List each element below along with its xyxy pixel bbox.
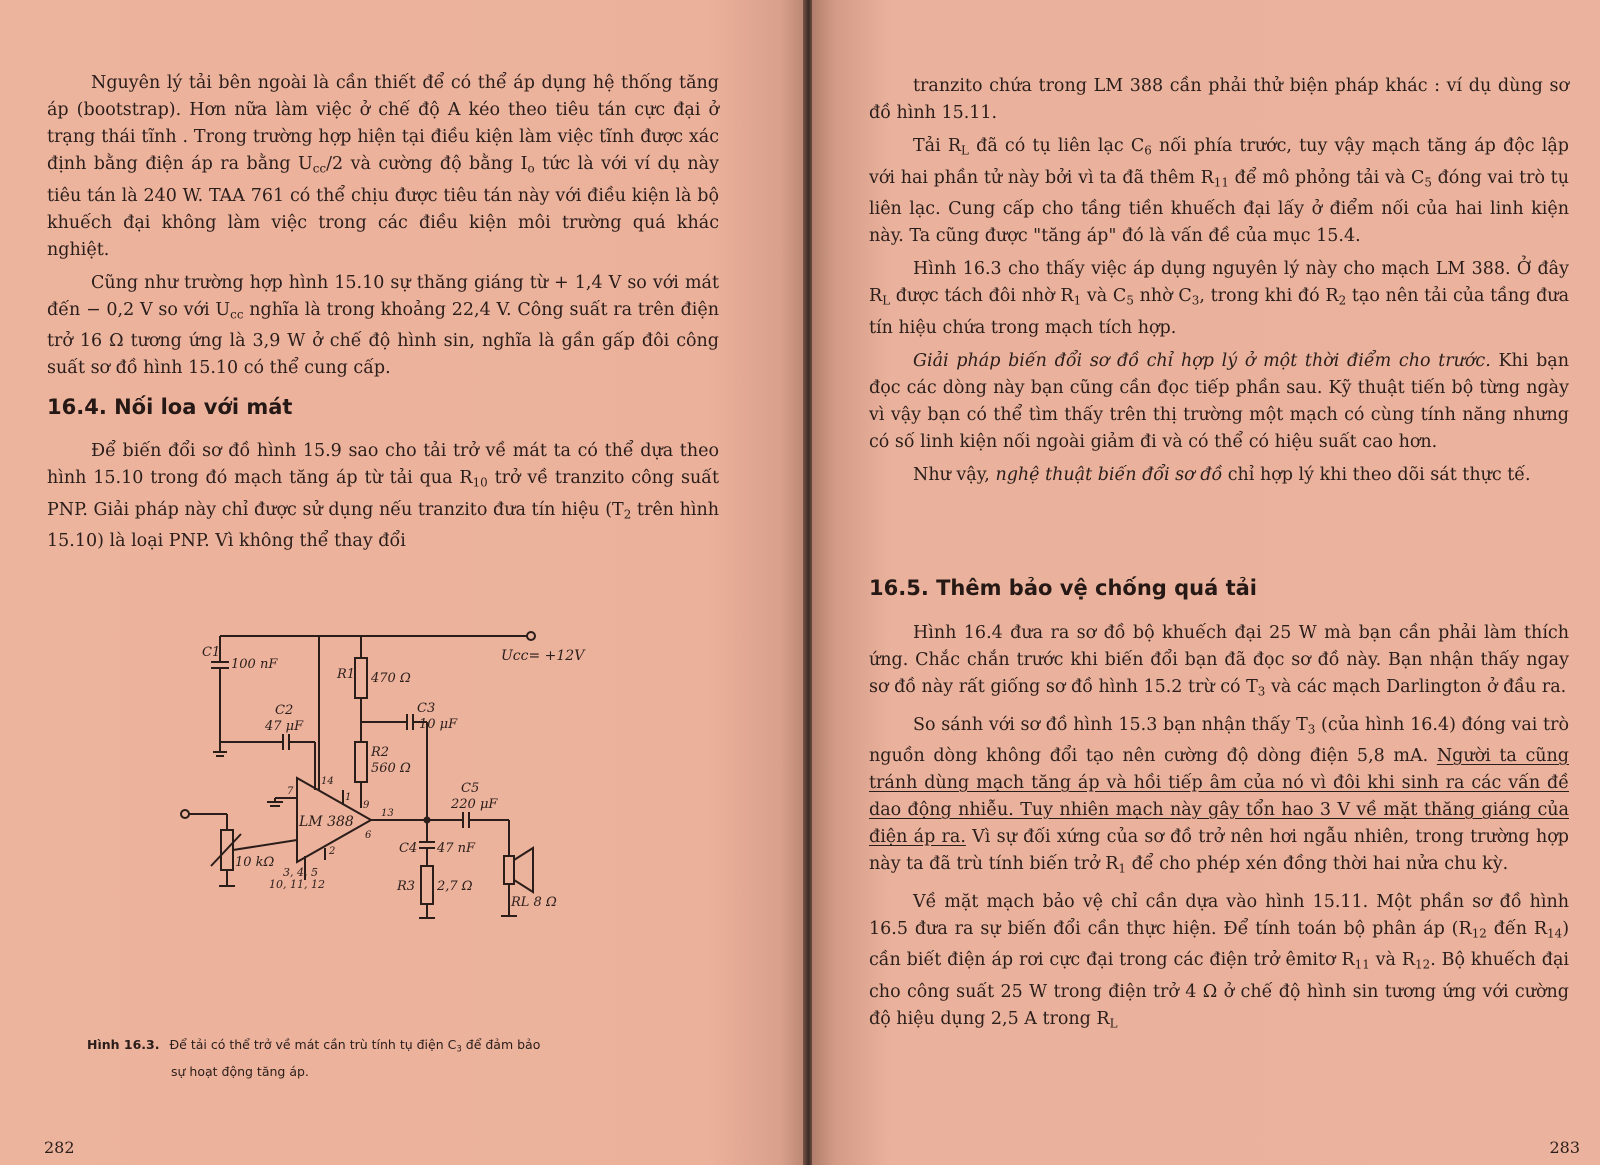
section-heading-16-5: 16.5. Thêm bảo vệ chống quá tải: [869, 576, 1257, 600]
c2-label: C2: [275, 703, 294, 718]
gnd-pins-1: 3, 4, 5: [283, 866, 318, 879]
pin-7: 7: [287, 786, 294, 797]
pin-13: 13: [381, 808, 394, 819]
c3-value: 10 μF: [419, 717, 458, 732]
c5-label: C5: [461, 781, 480, 796]
left-top-text: [47, 70, 719, 388]
page-number-right: 283: [1549, 1138, 1580, 1157]
right-bottom-paragraph-1: Hình 16.4 đưa ra sơ đồ bộ khuếch đại 25 W mà bạn cần phải làm thích ứng. Chắc chắn trước khi biến đổi bạn đã đọc sơ đồ này. Bạn nhận thấy ngay sơ đồ này rất giống sơ đồ hình 15.2 trừ có $T_3$ và các mạch Darlington ở đầu ra.: [869, 623, 1569, 699]
left-bottom-paragraph-1: Để biến đổi sơ đồ hình 15.9 sao cho tải trở về mát ta có thể dựa theo hình 15.10 trong đó mạch tăng áp từ tải qua $R_{10}$ trở về tranzito công suất PNP. Giải pháp này chỉ được sử dụng nếu tranzito đưa tín hiệu ($T_2$ trên hình 15.10) là loại PNP. Vì không thể thay đổi: [47, 441, 720, 552]
c2-value: 47 μF: [265, 719, 304, 734]
pin-14: 14: [321, 776, 334, 787]
c1-label: C1: [202, 645, 221, 660]
c4-value: 47 nF: [437, 841, 476, 856]
pot-value: 10 kΩ: [235, 855, 275, 870]
supply-label: Ucc= +12V: [501, 648, 585, 664]
c3-label: C3: [417, 701, 436, 716]
r1-label: R1: [337, 667, 356, 682]
r3-label: R3: [397, 879, 416, 894]
r3-value: 2,7 Ω: [437, 879, 473, 894]
right-top-paragraph-3: Hình 16.3 cho thấy việc áp dụng nguyên lý này cho mạch LM 388. Ở đây $R_L$ được tách đôi nhờ $R_1$ và $C_5$ nhờ $C_3$, trong khi đó $R_2$ tạo nên tải của tầng đưa tín hiệu chứa trong mạch tích hợp.: [869, 259, 1570, 338]
rl-label: RL 8 Ω: [511, 895, 557, 910]
caption-label: Hình 16.3.: [87, 1037, 160, 1052]
figure-caption: [87, 1034, 687, 1083]
right-bottom-paragraph-2: So sánh với sơ đồ hình 15.3 bạn nhận thấy $T_3$ (của hình 16.4) đóng vai trò nguồn dòng không đổi tạo nên cường độ dòng điện 5,8 mA. Người ta cũng tránh dùng mạch tăng áp và hồi tiếp âm của nó vì đôi khi sinh ra các vấn đề dao động nhiễu. Tuy nhiên mạch này gây tổn hao 3 V về mặt thăng giáng của điện áp ra. Vì sự đối xứng của sơ đồ trở nên hơi ngẫu nhiên, trong trường hợp này ta đã trù tính biến trở $R_1$ để cho phép xén đồng thời hai nửa chu kỳ.: [869, 714, 1569, 876]
r1-value: 470 Ω: [371, 671, 411, 686]
left-bottom-text: [47, 438, 719, 561]
c1-value: 100 nF: [231, 657, 278, 672]
pin-1: 1: [345, 792, 352, 803]
pin-6: 6: [365, 830, 372, 841]
right-top-paragraph-5: Như vậy, nghệ thuật biến đổi sơ đồ chỉ hợp lý khi theo dõi sát thực tế.: [913, 464, 1531, 485]
c4-label: C4: [399, 841, 418, 856]
right-top-text: [869, 73, 1569, 495]
caption-line-2: sự hoạt động tăng áp.: [171, 1063, 309, 1079]
circuit-schematic: [175, 630, 605, 930]
ic-label: LM 388: [299, 814, 354, 830]
page-number-left: 282: [44, 1138, 75, 1157]
right-page: [812, 0, 1600, 1165]
section-heading-16-4: 16.4. Nối loa với mát: [47, 395, 293, 419]
c5-value: 220 μF: [451, 797, 498, 812]
left-top-paragraph-1: Nguyên lý tải bên ngoài là cần thiết để có thể áp dụng hệ thống tăng áp (bootstrap). Hơn nữa làm việc ở chế độ A kéo theo tiêu tán cực đại ở trạng thái tĩnh . Trong trường hợp hiện tại điều kiện làm việc tĩnh được xác định bằng điện áp ra bằng $U_{cc}/2$ và cường độ bằng $I_o$ tức là với ví dụ này tiêu tán là 240 W. TAA 761 có thể chịu được tiêu tán này với điều kiện là bộ khuếch đại không làm việc trong các điều kiện môi trường quá khác nghiệt.: [47, 73, 719, 260]
right-top-paragraph-4: Giải pháp biến đổi sơ đồ chỉ hợp lý ở một thời điểm cho trước. Khi bạn đọc các dòng này bạn cũng cần đọc tiếp phần sau. Kỹ thuật tiến bộ từng ngày vì vậy bạn có thể tìm thấy trên thị trường một mạch có cùng tính năng nhưng có số linh kiện nối ngoài giảm đi và có thể có hiệu suất cao hơn.: [869, 350, 1569, 452]
right-bottom-text: [869, 620, 1569, 1043]
gnd-pins-2: 10, 11, 12: [269, 878, 325, 891]
right-top-paragraph-1: tranzito chứa trong LM 388 cần phải thử biện pháp khác : ví dụ dùng sơ đồ hình 15.11.: [869, 76, 1569, 123]
right-top-paragraph-2: Tải $R_L$ đã có tụ liên lạc $C_6$ nối phía trước, tuy vậy mạch tăng áp độc lập với hai phần tử này bởi vì ta đã thêm $R_{11}$ để mô phỏng tải và $C_5$ đóng vai trò tụ liên lạc. Cung cấp cho tầng tiền khuếch đại lấy ở điểm nối của hai linh kiện này. Ta cũng được "tăng áp" đó là vấn đề của mục 15.4.: [869, 136, 1569, 247]
r2-value: 560 Ω: [371, 761, 411, 776]
r2-label: R2: [371, 745, 390, 760]
pin-2: 2: [329, 846, 336, 857]
left-top-paragraph-2: Cũng như trường hợp hình 15.10 sự thăng giáng từ + 1,4 V so với mát đến − 0,2 V so với $U_{cc}$ nghĩa là trong khoảng 22,4 V. Công suất ra trên điện trở 16 Ω tương ứng là 3,9 W ở chế độ hình sin, nghĩa là gần gấp đôi công suất sơ đồ hình 15.10 có thể cung cấp.: [47, 272, 719, 379]
right-bottom-paragraph-3: Về mặt mạch bảo vệ chỉ cần dựa vào hình 15.11. Một phần sơ đồ hình 16.5 đưa ra sự biến đổi cần thực hiện. Để tính toán bộ phân áp ($R_{12}$ đến $R_{14}$) cần biết điện áp rơi cực đại trong các điện trở êmitơ $R_{11}$ và $R_{12}$. Bộ khuếch đại cho công suất 25 W trong điện trở 4 Ω ở chế độ hình sin tương ứng với cường độ hiệu dụng 2,5 A trong $R_L$: [869, 891, 1570, 1031]
caption-line-1: Để tải có thể trở về mát cần trù tính tụ điện $C_3$ để đảm bảo: [169, 1037, 541, 1055]
pin-9: 9: [363, 800, 370, 811]
